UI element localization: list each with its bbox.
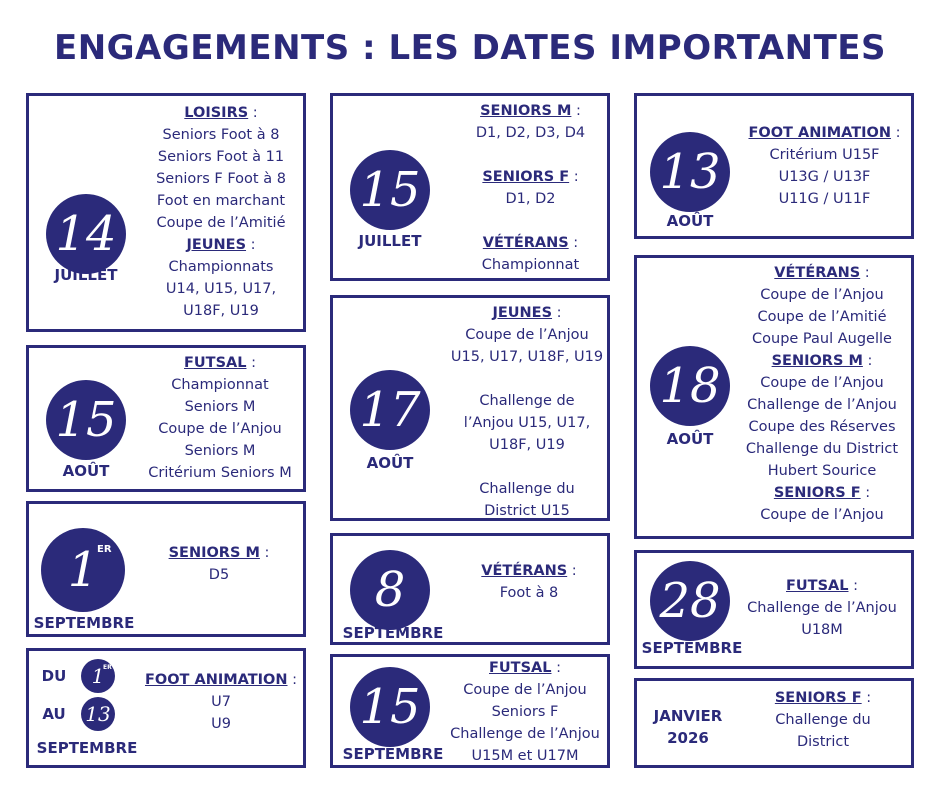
month-label: SEPTEMBRE	[33, 614, 135, 632]
category-heading: SENIORS F	[774, 690, 862, 706]
day-suffix: ER	[97, 544, 112, 555]
day-number: 8	[374, 562, 406, 618]
month-label: SEPTEMBRE	[641, 639, 743, 657]
card-28-septembre	[634, 550, 914, 669]
detail-line: Coupe Paul Augelle	[752, 331, 892, 347]
card-15-juillet	[330, 93, 610, 281]
card-text: FUTSAL : Coupe de l’Anjou Seniors F Challenge de l’Anjou U15M et U17M	[441, 657, 609, 767]
date-circle	[650, 132, 730, 212]
detail-line: Coupe de l’Anjou	[463, 682, 587, 698]
category-heading: VÉTÉRANS	[774, 265, 861, 281]
category-heading: FOOT ANIMATION	[748, 125, 892, 141]
du-label: DU	[41, 667, 67, 685]
detail-line: U11G / U11F	[778, 191, 871, 207]
au-label: AU	[42, 705, 66, 723]
card-14-juillet	[26, 93, 306, 332]
card-17-aout	[330, 295, 610, 521]
category-heading: SENIORS F	[773, 485, 861, 501]
date-circle	[350, 550, 430, 630]
detail-line: D5	[208, 567, 230, 583]
month-label: JUILLET	[54, 266, 118, 284]
detail-line: Seniors M	[184, 443, 256, 459]
date-circle	[650, 561, 730, 641]
date-circle	[46, 194, 126, 274]
page-title: ENGAGEMENTS : LES DATES IMPORTANTES	[53, 28, 887, 68]
month-label: AOÛT	[62, 462, 110, 480]
detail-line: Coupe de l’Anjou	[158, 421, 282, 437]
detail-line: Coupe de l’Amitié	[757, 309, 887, 325]
day-number: 17	[359, 382, 421, 438]
detail-line: Challenge de l’Anjou	[450, 726, 600, 742]
detail-line: Coupe des Réserves	[748, 419, 896, 435]
day-number: 28	[659, 573, 721, 629]
detail-line: U18F, U19	[183, 303, 259, 319]
date-circle	[650, 346, 730, 426]
category-heading: SENIORS M	[480, 103, 572, 119]
detail-line: U14, U15, U17,	[165, 281, 277, 297]
day-number: 18	[659, 358, 721, 414]
category-heading: LOISIRS	[184, 105, 249, 121]
detail-line: Challenge du	[775, 712, 871, 728]
day-number: 13	[659, 144, 721, 200]
category-heading: FOOT ANIMATION	[144, 672, 288, 688]
detail-line: U15, U17, U18F, U19	[450, 349, 604, 365]
detail-line: D1, D2, D3, D4	[475, 125, 586, 141]
detail-line: Seniors Foot à 8	[162, 127, 280, 143]
category-heading: VÉTÉRANS	[481, 563, 568, 579]
day-suffix: ER	[103, 664, 112, 671]
detail-line: Championnat	[171, 377, 269, 393]
date-circle	[350, 370, 430, 450]
category-heading: JEUNES	[492, 305, 553, 321]
detail-line: U18M	[801, 622, 843, 638]
month-label: SEPTEMBRE	[36, 739, 138, 757]
day-number: 15	[359, 679, 421, 735]
card-text: VÉTÉRANS : Foot à 8	[453, 560, 605, 604]
category-heading: FUTSAL	[489, 660, 552, 676]
detail-line: Coupe de l’Anjou	[760, 287, 884, 303]
detail-line: U13G / U13F	[778, 169, 871, 185]
detail-line: Foot en marchant	[156, 193, 286, 209]
year-label: 2026	[667, 729, 709, 747]
day-number: 13	[85, 702, 111, 726]
category-heading: VÉTÉRANS	[482, 235, 569, 251]
day-number: 15	[55, 392, 117, 448]
category-heading: FUTSAL	[786, 578, 849, 594]
month-label: SEPTEMBRE	[342, 624, 444, 642]
date-circle	[350, 150, 430, 230]
detail-line: Challenge de	[479, 393, 575, 409]
detail-line: Seniors F Foot à 8	[156, 171, 286, 187]
detail-line: Critérium Seniors M	[148, 465, 292, 481]
detail-line: Challenge du	[479, 481, 575, 497]
card-text: LOISIRS : Seniors Foot à 8 Seniors Foot à 11 Seniors F Foot à 8 Foot en marchant Coupe de l’Amitié JEUNES : Championnats U14, U15, U17, U18F, U19	[137, 102, 305, 322]
detail-line: Hubert Sourice	[767, 463, 877, 479]
category-heading: FUTSAL	[184, 355, 247, 371]
detail-line: District	[796, 734, 850, 750]
detail-line: Coupe de l’Amitié	[156, 215, 286, 231]
card-15-septembre	[330, 654, 610, 768]
day-number: 1	[91, 664, 105, 688]
card-text: JEUNES : Coupe de l’Anjou U15, U17, U18F, U19 Challenge de l’Anjou U15, U17, U18F, U19 Challenge du District U15	[445, 302, 609, 522]
detail-line: Challenge de l’Anjou	[747, 600, 897, 616]
detail-line: Championnats	[168, 259, 274, 275]
card-du-1er-au-13-septembre	[26, 648, 306, 768]
card-text: FOOT ANIMATION : U7 U9	[137, 669, 305, 735]
day-number: 1	[67, 542, 99, 598]
card-janvier-2026	[634, 678, 914, 768]
day-number: 14	[55, 206, 117, 262]
detail-line: Coupe de l’Anjou	[465, 327, 589, 343]
card-text: SENIORS F : Challenge du District	[737, 687, 909, 753]
detail-line: Critérium U15F	[769, 147, 880, 163]
card-text: SENIORS M : D1, D2, D3, D4 SENIORS F : D1, D2 VÉTÉRANS : Championnat	[453, 100, 608, 276]
detail-line: U15M et U17M	[471, 748, 579, 764]
month-label: JUILLET	[358, 232, 422, 250]
detail-line: l’Anjou U15, U17,	[463, 415, 591, 431]
detail-line: Challenge du District	[745, 441, 899, 457]
category-heading: SENIORS F	[482, 169, 570, 185]
detail-line: U7	[211, 694, 231, 710]
month-label: SEPTEMBRE	[342, 745, 444, 763]
card-18-aout	[634, 255, 914, 539]
detail-line: Seniors Foot à 11	[157, 149, 285, 165]
detail-line: D1, D2	[505, 191, 556, 207]
month-label: AOÛT	[366, 454, 414, 472]
detail-line: Seniors F	[491, 704, 559, 720]
detail-line: Coupe de l’Anjou	[760, 375, 884, 391]
date-circle	[350, 667, 430, 747]
day-number: 15	[359, 162, 421, 218]
card-text: FUTSAL : Championnat Seniors M Coupe de l’Anjou Seniors M Critérium Seniors M	[134, 352, 306, 484]
category-heading: SENIORS M	[771, 353, 863, 369]
detail-line: Coupe de l’Anjou	[760, 507, 884, 523]
card-text: FOOT ANIMATION : Critérium U15F U13G / U13F U11G / U11F	[737, 122, 912, 210]
month-label: AOÛT	[666, 212, 714, 230]
detail-line: Seniors M	[184, 399, 256, 415]
detail-line: District U15	[484, 503, 570, 519]
card-text: FUTSAL : Challenge de l’Anjou U18M	[733, 575, 911, 641]
detail-line: Foot à 8	[499, 585, 559, 601]
detail-line: U18F, U19	[489, 437, 565, 453]
card-13-aout	[634, 93, 914, 239]
category-heading: SENIORS M	[168, 545, 260, 561]
month-label: JANVIER	[653, 707, 723, 725]
category-heading: JEUNES	[186, 237, 247, 253]
detail-line: U9	[211, 716, 231, 732]
detail-line: Challenge de l’Anjou	[747, 397, 897, 413]
date-circle	[46, 380, 126, 460]
card-text: VÉTÉRANS : Coupe de l’Anjou Coupe de l’Amitié Coupe Paul Augelle SENIORS M : Coupe de l’Anjou Challenge de l’Anjou Coupe des Réserves Challenge du District Hubert Sourice SENIORS F : Coupe de l’Anjou	[733, 262, 911, 526]
card-15-aout	[26, 345, 306, 492]
card-1er-septembre	[26, 501, 306, 637]
date-circle	[81, 697, 115, 731]
month-label: AOÛT	[666, 430, 714, 448]
date-circle	[81, 659, 115, 693]
detail-line: Championnat	[481, 257, 580, 273]
card-8-septembre	[330, 533, 610, 645]
card-text: SENIORS M : D5	[139, 542, 299, 586]
date-circle	[41, 528, 125, 612]
